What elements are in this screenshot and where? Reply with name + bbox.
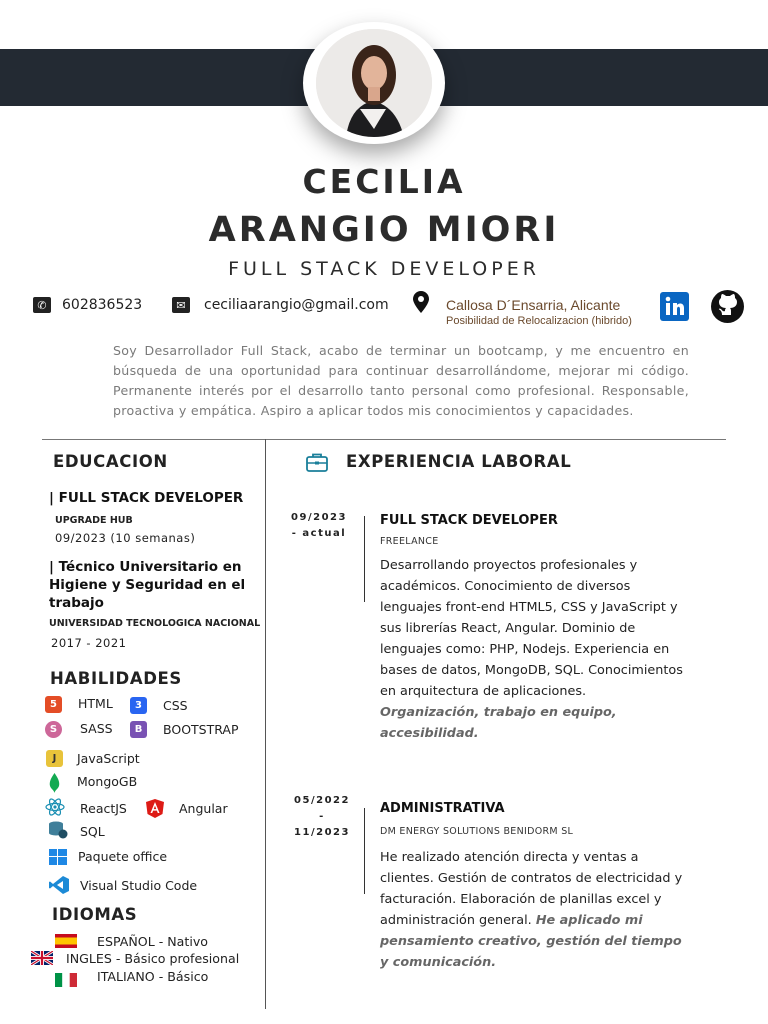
divider-vertical	[265, 439, 266, 1009]
education-title: | FULL STACK DEVELOPER	[49, 490, 244, 506]
experience-heading: EXPERIENCIA LABORAL	[346, 452, 572, 471]
job-title: FULL STACK DEVELOPER	[380, 513, 558, 528]
job-company: FREELANCE	[380, 536, 439, 547]
css3-icon: 3	[130, 697, 147, 714]
skill-item: ReactJS	[80, 801, 127, 816]
javascript-icon: J	[46, 750, 63, 767]
skill-item: MongoGB	[77, 774, 138, 789]
skill-item: Visual Studio Code	[80, 878, 198, 893]
uk-flag-icon	[31, 950, 53, 964]
profile-summary: Soy Desarrollador Full Stack, acabo de terminar un bootcamp, y me encuentro en búsqueda de una oportunidad para continuar desarrollándome, mejorar mi código. Permanente interés por el desarrollo tanto personal como profesional. Responsable, proactiva y empática. Aspiro a aplicar todos mis conocimientos y capacidades.	[113, 343, 689, 418]
job-date: 09/2023 - actual	[291, 512, 347, 539]
html5-icon: 5	[45, 696, 62, 713]
linkedin-icon[interactable]	[660, 292, 689, 325]
timeline-line	[364, 808, 365, 894]
job-title: ADMINISTRATIVA	[380, 801, 505, 816]
vscode-icon	[49, 876, 69, 898]
language-item: INGLES - Básico profesional	[66, 951, 240, 966]
education-institution: UPGRADE HUB	[55, 515, 133, 526]
job-date: 05/2022 - 11/2023	[294, 795, 350, 838]
languages-heading: IDIOMAS	[52, 905, 138, 924]
education-period: 2017 - 2021	[51, 636, 127, 650]
phone-icon: ✆	[33, 297, 51, 313]
last-names: ARANGIO MIORI	[208, 210, 560, 250]
phone-number[interactable]: 602836523	[62, 297, 143, 313]
italy-flag-icon	[55, 972, 77, 986]
bootstrap-icon: B	[130, 721, 147, 738]
skill-item: Paquete office	[78, 849, 168, 864]
sql-database-icon	[48, 821, 68, 843]
profile-photo	[316, 29, 432, 137]
skill-item: JavaScript	[77, 751, 140, 766]
mongodb-icon	[49, 773, 60, 797]
job-description: He realizado atención directa y ventas a clientes. Gestión de contratos de electricidad y facturación. Elaboración de planillas excel y administración general. He aplicado mi pensamiento creativo, gestión del tiempo y comunicación.	[380, 850, 683, 970]
skill-item: Angular	[179, 801, 228, 816]
location: Callosa D´Ensarria, Alicante	[446, 297, 621, 313]
react-icon	[45, 798, 65, 820]
job-description: Desarrollando proyectos profesionales y académicos. Conocimiento de diversos lenguajes front-end HTML5, CSS y JavaScript y sus librerías React, Angular. Dominio de lenguajes como: PHP, Nodejs. Experiencia en bases de datos, MongoDB, SQL. Conocimientos en arquitectura de aplicaciones. Organización, trabajo en equipo, accesibilidad.	[380, 558, 683, 741]
language-item: ESPAÑOL - Nativo	[97, 934, 208, 949]
mail-icon: ✉	[172, 297, 190, 313]
location-pin-icon	[413, 291, 429, 317]
first-name: CECILIA	[302, 162, 466, 201]
skill-item: HTML	[78, 696, 113, 711]
skill-item: CSS	[163, 698, 188, 713]
skill-item: SASS	[80, 721, 113, 736]
windows-office-icon	[49, 849, 67, 869]
relocation-note: Posibilidad de Relocalizacion (hibrido)	[446, 315, 632, 327]
angular-icon	[146, 799, 164, 822]
skill-item: SQL	[80, 824, 105, 839]
skill-item: BOOTSTRAP	[163, 722, 239, 737]
github-icon[interactable]	[711, 290, 744, 327]
education-heading: EDUCACION	[53, 452, 168, 471]
job-company: DM ENERGY SOLUTIONS BENIDORM SL	[380, 826, 574, 837]
language-item: ITALIANO - Básico	[97, 969, 209, 984]
education-period: 09/2023 (10 semanas)	[55, 531, 196, 545]
timeline-line	[364, 516, 365, 602]
spain-flag-icon	[55, 933, 77, 947]
divider-horizontal	[42, 439, 726, 440]
email-address[interactable]: ceciliaarangio@gmail.com	[204, 297, 389, 313]
education-institution: UNIVERSIDAD TECNOLOGICA NACIONAL	[49, 618, 261, 629]
job-role: FULL STACK DEVELOPER	[228, 258, 540, 280]
briefcase-icon	[306, 452, 328, 476]
skills-heading: HABILIDADES	[50, 669, 182, 688]
sass-icon: S	[45, 721, 62, 738]
education-title: | Técnico Universitario en Higiene y Seguridad en el trabajo	[49, 559, 246, 611]
